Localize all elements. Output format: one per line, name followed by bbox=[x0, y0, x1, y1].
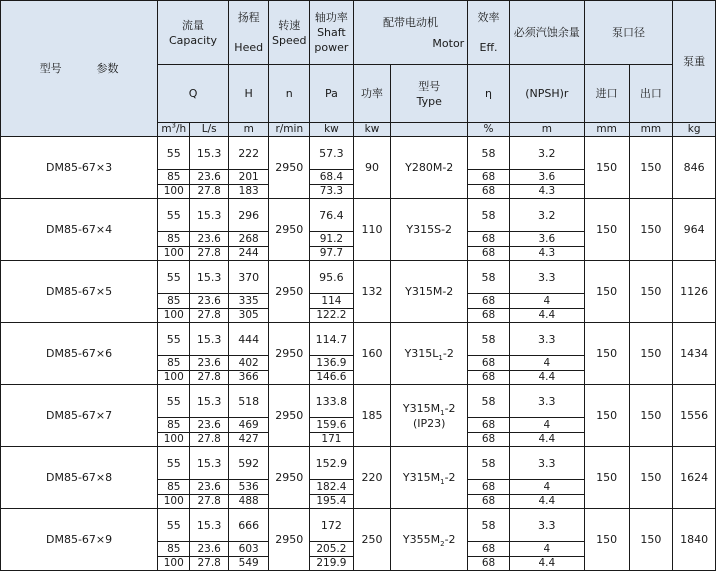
table-row bbox=[1, 509, 716, 542]
header-efficiency bbox=[468, 1, 510, 65]
npsh-m: 4.3 bbox=[509, 247, 584, 261]
flow-ls: 15.3 bbox=[190, 137, 229, 170]
unit-kw-motor: kw bbox=[353, 123, 390, 137]
motor-type-sub: 2 bbox=[440, 540, 445, 549]
shaft-power-kw: 73.3 bbox=[310, 185, 354, 199]
header-sym-pa: Pa bbox=[310, 65, 354, 123]
header-model-param bbox=[1, 1, 158, 137]
shaft-power-kw: 195.4 bbox=[310, 495, 354, 509]
header-motor-type bbox=[391, 65, 468, 123]
flow-m3h: 85 bbox=[158, 542, 190, 557]
npsh-m: 3.2 bbox=[509, 137, 584, 170]
header-sym-npsh: (NPSH)r bbox=[509, 65, 584, 123]
motor-type-sub: 1 bbox=[440, 408, 445, 417]
pump-weight-kg: 1556 bbox=[673, 385, 716, 447]
flow-ls: 27.8 bbox=[190, 495, 229, 509]
efficiency-pct: 68 bbox=[468, 185, 510, 199]
efficiency-pct: 68 bbox=[468, 557, 510, 571]
flow-ls: 23.6 bbox=[190, 170, 229, 185]
motor-type-text bbox=[403, 470, 456, 485]
header-motor-cn: 配带电动机 bbox=[382, 15, 438, 29]
shaft-power-kw: 97.7 bbox=[310, 247, 354, 261]
motor-type-base: Y315M bbox=[402, 471, 441, 484]
flow-m3h: 85 bbox=[158, 170, 190, 185]
head-m: 305 bbox=[228, 309, 269, 323]
flow-ls: 23.6 bbox=[190, 480, 229, 495]
flow-m3h: 100 bbox=[158, 557, 190, 571]
efficiency-pct: 58 bbox=[468, 261, 510, 294]
npsh-m: 4.4 bbox=[509, 371, 584, 385]
inlet-mm: 150 bbox=[584, 323, 629, 385]
efficiency-pct: 68 bbox=[468, 418, 510, 433]
motor-type-suffix: -2 bbox=[444, 471, 456, 484]
unit-m-head: m bbox=[228, 123, 269, 137]
flow-m3h: 85 bbox=[158, 232, 190, 247]
head-m: 244 bbox=[228, 247, 269, 261]
shaft-power-kw: 182.4 bbox=[310, 480, 354, 495]
flow-m3h: 55 bbox=[158, 509, 190, 542]
motor-type-text bbox=[405, 284, 453, 299]
inlet-mm: 150 bbox=[584, 509, 629, 571]
pump-model: DM85-67×8 bbox=[1, 447, 158, 509]
header-motor bbox=[353, 1, 467, 65]
flow-ls: 15.3 bbox=[190, 385, 229, 418]
speed-rmin: 2950 bbox=[269, 447, 310, 509]
header-motor-power: 功率 bbox=[353, 65, 390, 123]
speed-rmin: 2950 bbox=[269, 137, 310, 199]
efficiency-pct: 58 bbox=[468, 447, 510, 480]
shaft-power-kw: 159.6 bbox=[310, 418, 354, 433]
flow-ls: 23.6 bbox=[190, 232, 229, 247]
efficiency-pct: 58 bbox=[468, 385, 510, 418]
npsh-m: 4.3 bbox=[509, 185, 584, 199]
head-m: 549 bbox=[228, 557, 269, 571]
shaft-power-kw: 136.9 bbox=[310, 356, 354, 371]
head-m: 402 bbox=[228, 356, 269, 371]
motor-power-kw: 160 bbox=[353, 323, 390, 385]
efficiency-pct: 68 bbox=[468, 480, 510, 495]
npsh-m: 4 bbox=[509, 480, 584, 495]
speed-rmin: 2950 bbox=[269, 385, 310, 447]
motor-type bbox=[391, 199, 468, 261]
shaft-power-kw: 219.9 bbox=[310, 557, 354, 571]
outlet-mm: 150 bbox=[629, 385, 673, 447]
inlet-mm: 150 bbox=[584, 199, 629, 261]
pump-model: DM85-67×6 bbox=[1, 323, 158, 385]
shaft-power-kw: 205.2 bbox=[310, 542, 354, 557]
header-motor-type-cn: 型号 bbox=[418, 79, 441, 93]
pump-weight-kg: 1624 bbox=[673, 447, 716, 509]
head-m: 518 bbox=[228, 385, 269, 418]
motor-type-text bbox=[406, 222, 452, 237]
shaft-power-kw: 57.3 bbox=[310, 137, 354, 170]
motor-type bbox=[391, 261, 468, 323]
header-bore: 泵口径 bbox=[584, 1, 672, 65]
header-sym-h: H bbox=[228, 65, 269, 123]
shaft-power-kw: 152.9 bbox=[310, 447, 354, 480]
table-row bbox=[1, 261, 716, 294]
efficiency-pct: 68 bbox=[468, 542, 510, 557]
efficiency-pct: 58 bbox=[468, 199, 510, 232]
motor-type bbox=[391, 137, 468, 199]
efficiency-pct: 68 bbox=[468, 232, 510, 247]
motor-type-base: Y280M-2 bbox=[405, 161, 454, 174]
header-speed-cn: 转速 bbox=[278, 18, 301, 32]
flow-ls: 27.8 bbox=[190, 433, 229, 447]
pump-table-body bbox=[1, 137, 716, 571]
npsh-m: 4 bbox=[509, 356, 584, 371]
flow-ls: 27.8 bbox=[190, 557, 229, 571]
pump-weight-kg: 1434 bbox=[673, 323, 716, 385]
motor-type-base: Y315S-2 bbox=[406, 223, 453, 236]
motor-type-base: Y315M bbox=[402, 401, 441, 415]
efficiency-pct: 68 bbox=[468, 247, 510, 261]
header-npsh: 必须汽蚀余量 bbox=[509, 1, 584, 65]
efficiency-pct: 68 bbox=[468, 170, 510, 185]
efficiency-pct: 58 bbox=[468, 137, 510, 170]
header-shaft-power bbox=[310, 1, 354, 65]
npsh-m: 3.3 bbox=[509, 323, 584, 356]
unit-kw-shaft: kw bbox=[310, 123, 354, 137]
flow-ls: 27.8 bbox=[190, 185, 229, 199]
header-motor-type-en: Type bbox=[416, 94, 442, 108]
table-row bbox=[1, 137, 716, 170]
head-m: 592 bbox=[228, 447, 269, 480]
flow-ls: 23.6 bbox=[190, 356, 229, 371]
flow-m3h: 55 bbox=[158, 447, 190, 480]
header-head-en: Heed bbox=[234, 41, 264, 54]
npsh-m: 4 bbox=[509, 542, 584, 557]
npsh-m: 3.6 bbox=[509, 170, 584, 185]
unit-mm-outlet: mm bbox=[629, 123, 673, 137]
head-m: 183 bbox=[228, 185, 269, 199]
head-m: 201 bbox=[228, 170, 269, 185]
flow-m3h: 85 bbox=[158, 294, 190, 309]
unit-kg: kg bbox=[673, 123, 716, 137]
table-row bbox=[1, 385, 716, 418]
outlet-mm: 150 bbox=[629, 323, 673, 385]
speed-rmin: 2950 bbox=[269, 509, 310, 571]
flow-ls: 27.8 bbox=[190, 247, 229, 261]
shaft-power-kw: 91.2 bbox=[310, 232, 354, 247]
table-row bbox=[1, 447, 716, 480]
head-m: 222 bbox=[228, 137, 269, 170]
npsh-m: 3.2 bbox=[509, 199, 584, 232]
unit-pct: % bbox=[468, 123, 510, 137]
shaft-power-kw: 133.8 bbox=[310, 385, 354, 418]
shaft-power-kw: 76.4 bbox=[310, 199, 354, 232]
pump-weight-kg: 1840 bbox=[673, 509, 716, 571]
inlet-mm: 150 bbox=[584, 261, 629, 323]
motor-type-sub: 1 bbox=[440, 478, 445, 487]
efficiency-pct: 68 bbox=[468, 309, 510, 323]
flow-m3h: 100 bbox=[158, 309, 190, 323]
efficiency-pct: 68 bbox=[468, 356, 510, 371]
header-sym-n: n bbox=[269, 65, 310, 123]
motor-power-kw: 220 bbox=[353, 447, 390, 509]
header-param-label: 参数 bbox=[96, 62, 119, 75]
outlet-mm: 150 bbox=[629, 261, 673, 323]
pump-weight-kg: 964 bbox=[673, 199, 716, 261]
motor-type bbox=[391, 509, 468, 571]
shaft-power-kw: 68.4 bbox=[310, 170, 354, 185]
motor-type bbox=[391, 323, 468, 385]
flow-m3h: 55 bbox=[158, 385, 190, 418]
unit-m3h: $m^3/h$ bbox=[158, 123, 190, 137]
flow-m3h: 85 bbox=[158, 480, 190, 495]
header-motor-en: Motor bbox=[432, 36, 465, 50]
pump-model: DM85-67×9 bbox=[1, 509, 158, 571]
unit-ls: L/s bbox=[190, 123, 229, 137]
motor-power-kw: 90 bbox=[353, 137, 390, 199]
shaft-power-kw: 146.6 bbox=[310, 371, 354, 385]
efficiency-pct: 68 bbox=[468, 371, 510, 385]
flow-ls: 23.6 bbox=[190, 542, 229, 557]
unit-m-npsh: m bbox=[509, 123, 584, 137]
motor-type-base: Y355M bbox=[402, 533, 441, 546]
head-m: 427 bbox=[228, 433, 269, 447]
table-row bbox=[1, 199, 716, 232]
shaft-power-kw: 172 bbox=[310, 509, 354, 542]
motor-type-text bbox=[405, 346, 454, 361]
efficiency-pct: 68 bbox=[468, 433, 510, 447]
motor-type-note: (IP23) bbox=[412, 416, 446, 430]
flow-m3h: 55 bbox=[158, 137, 190, 170]
head-m: 268 bbox=[228, 232, 269, 247]
header-shaft-en2: power bbox=[314, 41, 349, 54]
shaft-power-kw: 114.7 bbox=[310, 323, 354, 356]
flow-m3h: 100 bbox=[158, 371, 190, 385]
pump-model: DM85-67×3 bbox=[1, 137, 158, 199]
flow-ls: 15.3 bbox=[190, 199, 229, 232]
npsh-m: 4.4 bbox=[509, 309, 584, 323]
flow-m3h: 55 bbox=[158, 261, 190, 294]
flow-m3h: 85 bbox=[158, 418, 190, 433]
shaft-power-kw: 95.6 bbox=[310, 261, 354, 294]
pump-model: DM85-67×4 bbox=[1, 199, 158, 261]
inlet-mm: 150 bbox=[584, 385, 629, 447]
speed-rmin: 2950 bbox=[269, 261, 310, 323]
header-weight: 泵重 bbox=[673, 1, 716, 123]
flow-ls: 27.8 bbox=[190, 309, 229, 323]
npsh-m: 3.6 bbox=[509, 232, 584, 247]
motor-type-text bbox=[403, 401, 456, 431]
header-shaft-cn: 轴功率 bbox=[314, 11, 348, 24]
flow-ls: 27.8 bbox=[190, 371, 229, 385]
motor-type-suffix: -2 bbox=[442, 347, 454, 360]
pump-model: DM85-67×5 bbox=[1, 261, 158, 323]
flow-m3h: 55 bbox=[158, 323, 190, 356]
motor-power-kw: 132 bbox=[353, 261, 390, 323]
head-m: 366 bbox=[228, 371, 269, 385]
header-head-cn: 扬程 bbox=[237, 11, 260, 24]
speed-rmin: 2950 bbox=[269, 199, 310, 261]
head-m: 469 bbox=[228, 418, 269, 433]
inlet-mm: 150 bbox=[584, 447, 629, 509]
flow-m3h: 85 bbox=[158, 356, 190, 371]
flow-ls: 15.3 bbox=[190, 447, 229, 480]
flow-m3h: 55 bbox=[158, 199, 190, 232]
unit-motor-type-empty bbox=[391, 123, 468, 137]
head-m: 603 bbox=[228, 542, 269, 557]
motor-power-kw: 110 bbox=[353, 199, 390, 261]
flow-m3h: 100 bbox=[158, 185, 190, 199]
motor-power-kw: 250 bbox=[353, 509, 390, 571]
head-m: 666 bbox=[228, 509, 269, 542]
shaft-power-kw: 171 bbox=[310, 433, 354, 447]
npsh-m: 3.3 bbox=[509, 385, 584, 418]
header-flow bbox=[158, 1, 229, 65]
flow-ls: 15.3 bbox=[190, 509, 229, 542]
npsh-m: 4.4 bbox=[509, 433, 584, 447]
outlet-mm: 150 bbox=[629, 137, 673, 199]
efficiency-pct: 58 bbox=[468, 509, 510, 542]
inlet-mm: 150 bbox=[584, 137, 629, 199]
npsh-m: 4.4 bbox=[509, 495, 584, 509]
outlet-mm: 150 bbox=[629, 199, 673, 261]
header-flow-en: Capacity bbox=[168, 33, 218, 47]
head-m: 335 bbox=[228, 294, 269, 309]
flow-m3h: 100 bbox=[158, 247, 190, 261]
header-flow-cn: 流量 bbox=[182, 18, 205, 32]
efficiency-pct: 68 bbox=[468, 495, 510, 509]
motor-type-base: Y315L bbox=[404, 347, 439, 360]
motor-type-base: Y315M-2 bbox=[405, 285, 454, 298]
unit-mm-inlet: mm bbox=[584, 123, 629, 137]
flow-ls: 15.3 bbox=[190, 323, 229, 356]
motor-type-suffix: -2 bbox=[444, 401, 456, 415]
header-outlet: 出口 bbox=[629, 65, 673, 123]
motor-type bbox=[391, 447, 468, 509]
efficiency-pct: 58 bbox=[468, 323, 510, 356]
npsh-m: 3.3 bbox=[509, 509, 584, 542]
npsh-m: 3.3 bbox=[509, 447, 584, 480]
npsh-m: 4.4 bbox=[509, 557, 584, 571]
header-eff-cn: 效率 bbox=[477, 11, 500, 24]
flow-m3h: 100 bbox=[158, 433, 190, 447]
npsh-m: 4 bbox=[509, 418, 584, 433]
header-sym-q: Q bbox=[158, 65, 229, 123]
pump-weight-kg: 1126 bbox=[673, 261, 716, 323]
npsh-m: 3.3 bbox=[509, 261, 584, 294]
header-speed bbox=[269, 1, 310, 65]
head-m: 296 bbox=[228, 199, 269, 232]
flow-ls: 23.6 bbox=[190, 418, 229, 433]
flow-m3h: 100 bbox=[158, 495, 190, 509]
flow-ls: 23.6 bbox=[190, 294, 229, 309]
motor-type-suffix: -2 bbox=[444, 533, 456, 546]
flow-ls: 15.3 bbox=[190, 261, 229, 294]
pump-weight-kg: 846 bbox=[673, 137, 716, 199]
outlet-mm: 150 bbox=[629, 447, 673, 509]
motor-type-text bbox=[403, 532, 456, 547]
table-row bbox=[1, 323, 716, 356]
header-inlet: 进口 bbox=[584, 65, 629, 123]
motor-type-text bbox=[405, 160, 453, 175]
motor-type bbox=[391, 385, 468, 447]
head-m: 488 bbox=[228, 495, 269, 509]
header-shaft-en1: Shaft bbox=[317, 26, 346, 39]
head-m: 370 bbox=[228, 261, 269, 294]
head-m: 536 bbox=[228, 480, 269, 495]
pump-model: DM85-67×7 bbox=[1, 385, 158, 447]
unit-rmin: r/min bbox=[269, 123, 310, 137]
motor-power-kw: 185 bbox=[353, 385, 390, 447]
motor-type-sub: 1 bbox=[438, 354, 443, 363]
header-model-label: 型号 bbox=[39, 62, 62, 75]
header-sym-eta: η bbox=[468, 65, 510, 123]
header-head bbox=[228, 1, 269, 65]
efficiency-pct: 68 bbox=[468, 294, 510, 309]
shaft-power-kw: 114 bbox=[310, 294, 354, 309]
head-m: 444 bbox=[228, 323, 269, 356]
outlet-mm: 150 bbox=[629, 509, 673, 571]
speed-rmin: 2950 bbox=[269, 323, 310, 385]
npsh-m: 4 bbox=[509, 294, 584, 309]
header-speed-en: Speed bbox=[272, 33, 307, 47]
header-eff-en: Eff. bbox=[479, 41, 498, 54]
shaft-power-kw: 122.2 bbox=[310, 309, 354, 323]
